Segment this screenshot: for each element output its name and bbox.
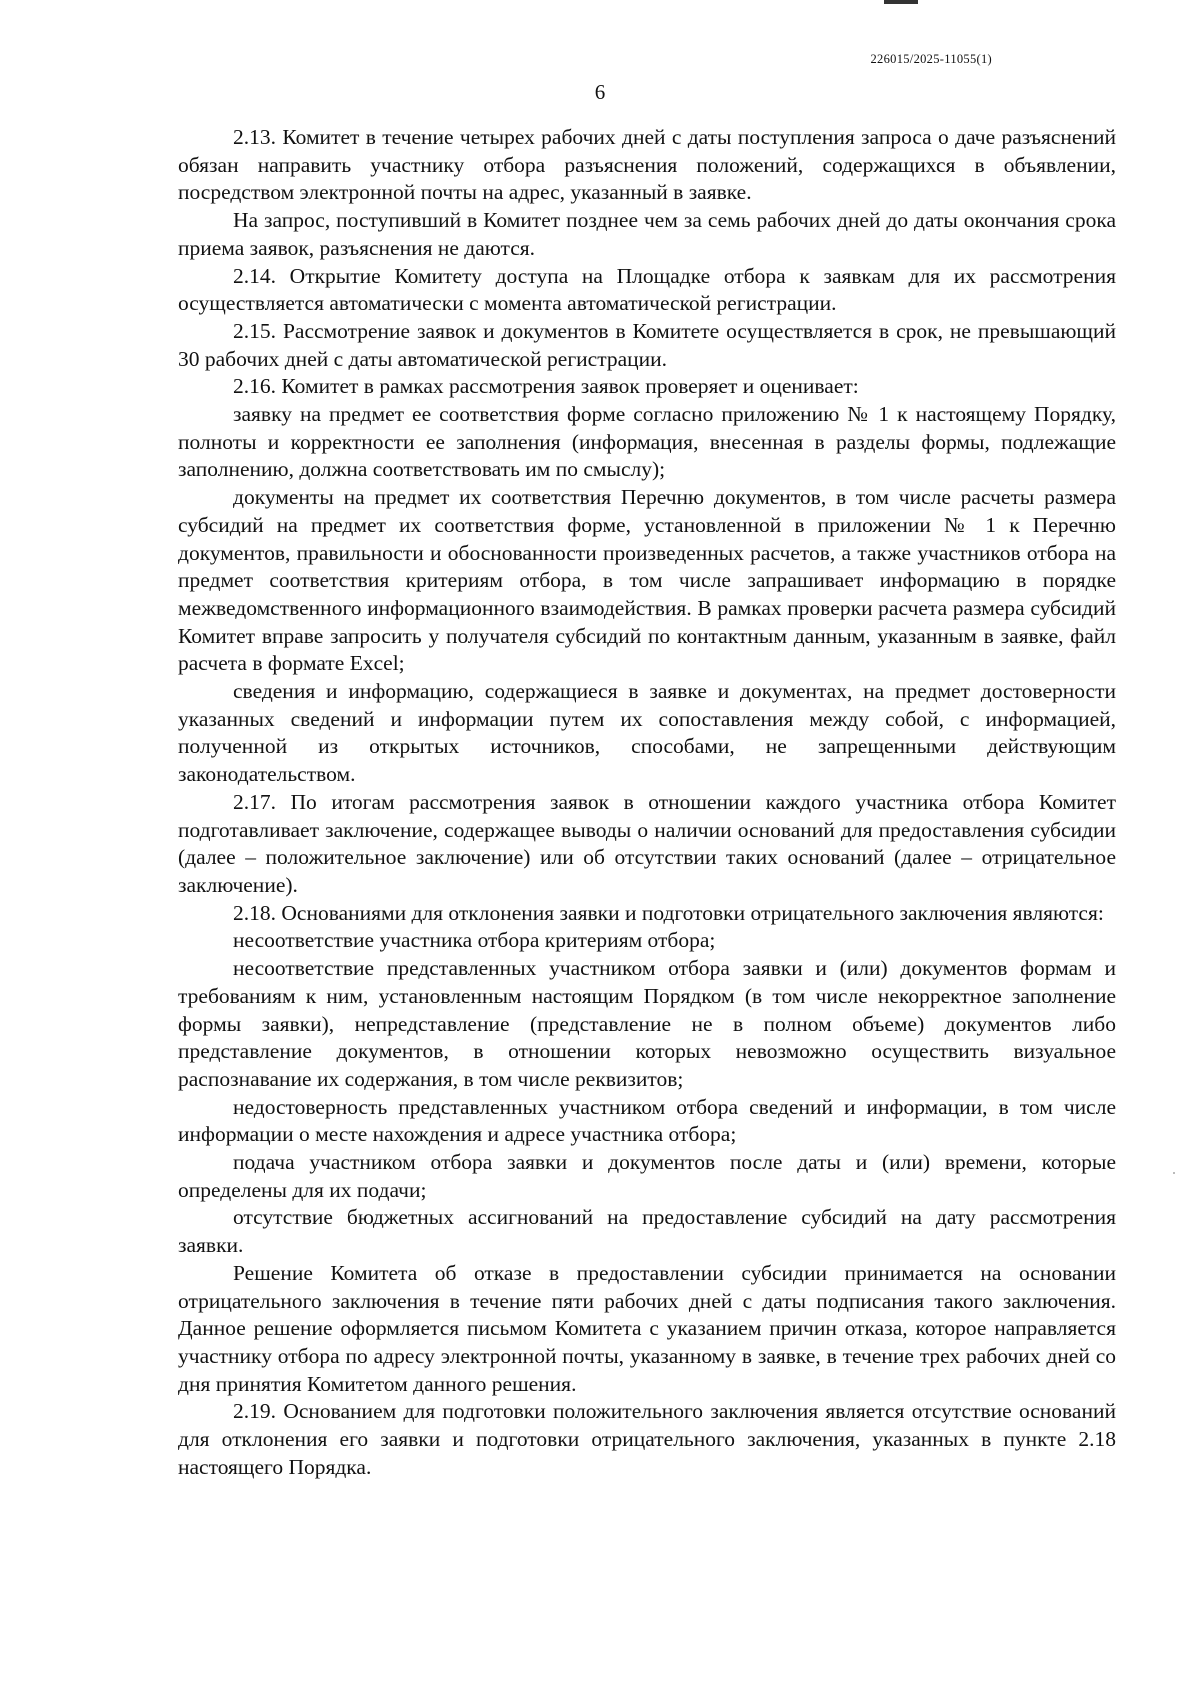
paragraph-2-13: 2.13. Комитет в течение четырех рабочих дней с даты поступления запроса о даче разъяснений обязан направить участнику отбора разъяснения положений, содержащихся в объявлении, посредством электронной почты на адрес, указанный в заявке. [178, 125, 1116, 205]
scan-artifact-dot [1173, 1172, 1175, 1174]
paragraph-rejection-reason-unreliable: недостоверность представленных участником отбора сведений и информации, в том числе информации о месте нахождения и адресе участника отбора; [178, 1094, 1116, 1147]
page-number: 6 [594, 80, 606, 104]
paragraph-rejection-reason-forms: несоответствие представленных участником отбора заявки и (или) документов формам и требованиям к ним, установленным настоящим Порядком (в том числе некорректное заполнение формы заявки), непредставление (представление не в полном объеме) документов либо представление документов, в отношении которых невозможно осуществить визуальное распознавание их содержания, в том числе реквизитов; [178, 956, 1116, 1091]
document-body [178, 124, 1116, 1481]
paragraph-2-14: 2.14. Открытие Комитету доступа на Площадке отбора к заявкам для их рассмотрения осуществляется автоматически с момента автоматической регистрации. [178, 263, 1116, 316]
document-registration-number: 226015/2025-11055(1) [870, 52, 992, 66]
paragraph-2-15: 2.15. Рассмотрение заявок и документов в Комитете осуществляется в срок, не превышающий 30 рабочих дней с даты автоматической регистрации. [178, 318, 1116, 371]
scan-artifact-mark [884, 0, 918, 4]
paragraph-documents-check: документы на предмет их соответствия Перечню документов, в том числе расчеты размера субсидий на предмет их соответствия форме, установленной в приложении № 1 к Перечню документов, правильности и обоснованности произведенных расчетов, а также участников отбора на предмет соответствия критериям отбора, в том числе запрашивает информацию в порядке межведомственного информационного взаимодействия. В рамках проверки расчета размера субсидий Комитет вправе запросить у получателя субсидий по контактным данным, указанным в заявке, файл расчета в формате Excel; [178, 485, 1116, 676]
paragraph-rejection-reason-criteria: несоответствие участника отбора критериям отбора; [233, 928, 716, 953]
paragraph-2-19: 2.19. Основанием для подготовки положительного заключения является отсутствие оснований для отклонения его заявки и подготовки отрицательного заключения, указанных в пункте 2.18 настоящего Порядка. [178, 1399, 1116, 1479]
paragraph-rejection-reason-late: подача участником отбора заявки и документов после даты и (или) времени, которые определены для их подачи; [178, 1150, 1116, 1202]
paragraph-rejection-reason-budget: отсутствие бюджетных ассигнований на предоставление субсидий на дату рассмотрения заявки. [178, 1205, 1116, 1258]
paragraph-information-check: сведения и информацию, содержащиеся в заявке и документах, на предмет достоверности указанных сведений и информации путем их сопоставления между собой, с информацией, полученной из открытых источников, способами, не запрещенными действующим законодательством. [178, 679, 1116, 787]
paragraph-2-18: 2.18. Основаниями для отклонения заявки и подготовки отрицательного заключения являются: [233, 900, 1104, 925]
paragraph-clarification-deadline: На запрос, поступивший в Комитет позднее чем за семь рабочих дней до даты окончания срока приема заявок, разъяснения не даются. [178, 208, 1116, 260]
paragraph-application-check: заявку на предмет ее соответствия форме согласно приложению № 1 к настоящему Порядку, полноты и корректности ее заполнения (информация, внесенная в разделы формы, подлежащие заполнению, должна соответствовать им по смыслу); [178, 402, 1116, 482]
paragraph-2-16: 2.16. Комитет в рамках рассмотрения заявок проверяет и оценивает: [233, 374, 859, 399]
paragraph-refusal-decision: Решение Комитета об отказе в предоставлении субсидии принимается на основании отрицательного заключения в течение пяти рабочих дней с даты подписания такого заключения. Данное решение оформляется письмом Комитета с указанием причин отказа, которое направляется участнику отбора по адресу электронной почты, указанному в заявке, в течение трех рабочих дней со дня принятия Комитетом данного решения. [178, 1260, 1116, 1396]
paragraph-2-17: 2.17. По итогам рассмотрения заявок в отношении каждого участника отбора Комитет подготавливает заключение, содержащее выводы о наличии оснований для предоставления субсидии (далее – положительное заключение) или об отсутствии таких оснований (далее – отрицательное заключение). [178, 789, 1116, 897]
